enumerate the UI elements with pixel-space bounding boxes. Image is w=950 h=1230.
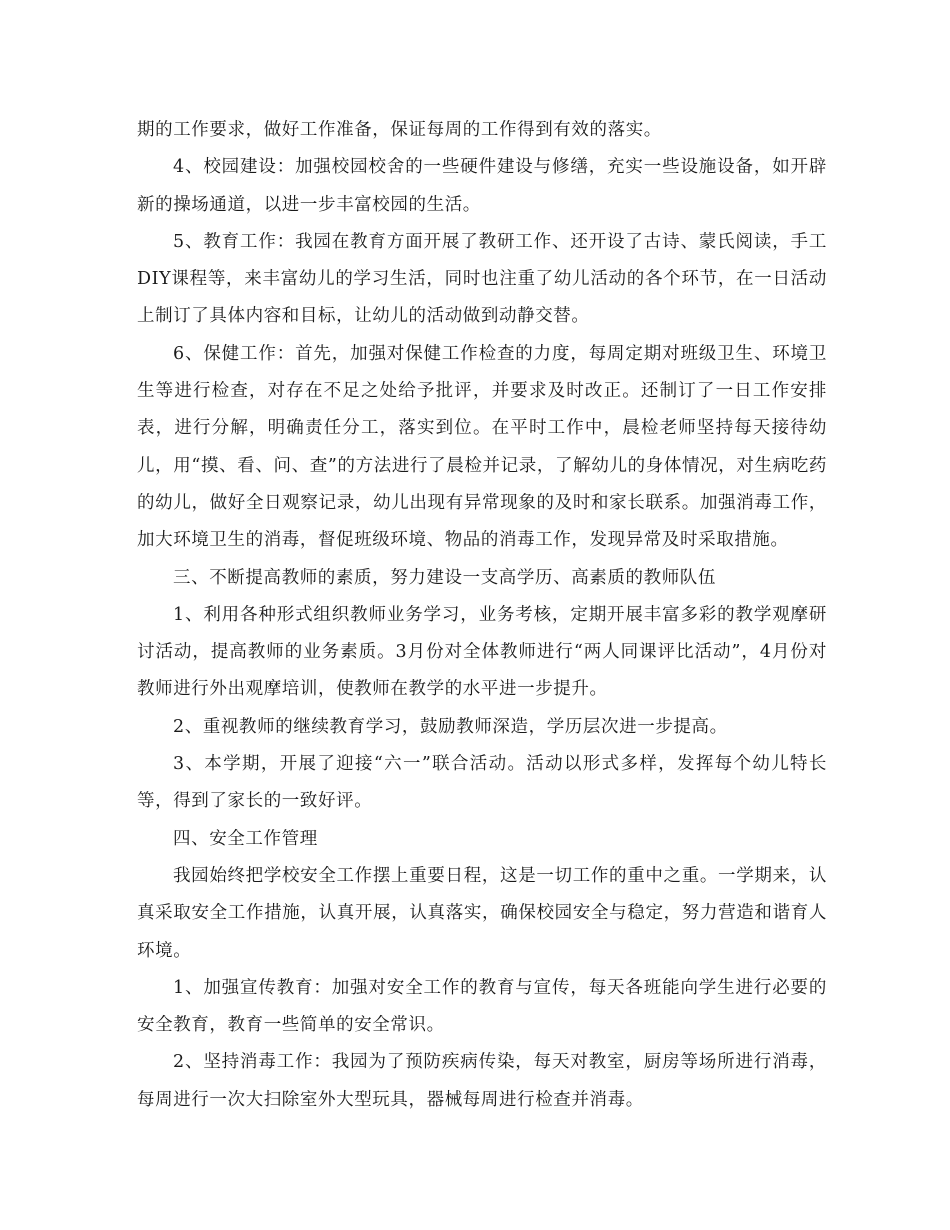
section-heading-teacher-quality: 三、不断提高教师的素质，努力建设一支高学历、高素质的教师队伍	[173, 567, 716, 588]
document-body	[137, 112, 827, 1119]
paragraph-campus-construction: 4、校园建设：加强校园校舍的一些硬件建设与修缮，充实一些设施设备，如开辟新的操场通道，以进一步丰富校园的生活。	[137, 157, 827, 215]
paragraph-childrens-day: 3、本学期，开展了迎接“六一”联合活动。活动以形式多样，发挥每个幼儿特长等，得到了家长的一致好评。	[137, 754, 827, 812]
paragraph-continuing-education: 2、重视教师的继续教育学习，鼓励教师深造，学历层次进一步提高。	[173, 716, 728, 737]
paragraph-safety-education: 1、加强宣传教育：加强对安全工作的教育与宣传，每天各班能向学生进行必要的安全教育，教育一些简单的安全常识。	[137, 977, 827, 1036]
paragraph-disinfection: 2、坚持消毒工作：我园为了预防疾病传染，每天对教室，厨房等场所进行消毒，每周进行一次大扫除室外大型玩具，器械每周进行检查并消毒。	[137, 1052, 827, 1110]
paragraph-continuation: 期的工作要求，做好工作准备，保证每周的工作得到有效的落实。	[137, 120, 662, 140]
paragraph-safety-overview: 我园始终把学校安全工作摆上重要日程，这是一切工作的重中之重。一学期来，认真采取安全工作措施，认真开展，认真落实，确保校园安全与稳定，努力营造和谐育人环境。	[137, 865, 827, 961]
paragraph-teacher-training: 1、利用各种形式组织教师业务学习，业务考核，定期开展丰富多彩的教学观摩研讨活动，提高教师的业务素质。3月份对全体教师进行“两人同课评比活动”，4月份对教师进行外出观摩培训，使教师在教学的水平进一步提升。	[137, 604, 827, 700]
section-heading-safety: 四、安全工作管理	[173, 828, 318, 849]
paragraph-health-work: 6、保健工作：首先，加强对保健工作检查的力度，每周定期对班级卫生、环境卫生等进行检查，对存在不足之处给予批评，并要求及时改正。还制订了一日工作安排表，进行分解，明确责任分工，落实到位。在平时工作中，晨检老师坚持每天接待幼儿，用“摸、看、问、查”的方法进行了晨检并记录，了解幼儿的身体情况，对生病吃药的幼儿，做好全日观察记录，幼儿出现有异常现象的及时和家长联系。加强消毒工作，加大环境卫生的消毒，督促班级环境、物品的消毒工作，发现异常及时采取措施。	[137, 343, 827, 551]
paragraph-education-work: 5、教育工作：我园在教育方面开展了教研工作、还开设了古诗、蒙氏阅读，手工DIY课程等，来丰富幼儿的学习生活，同时也注重了幼儿活动的各个环节，在一日活动上制订了具体内容和目标，让幼儿的活动做到动静交替。	[137, 231, 827, 327]
